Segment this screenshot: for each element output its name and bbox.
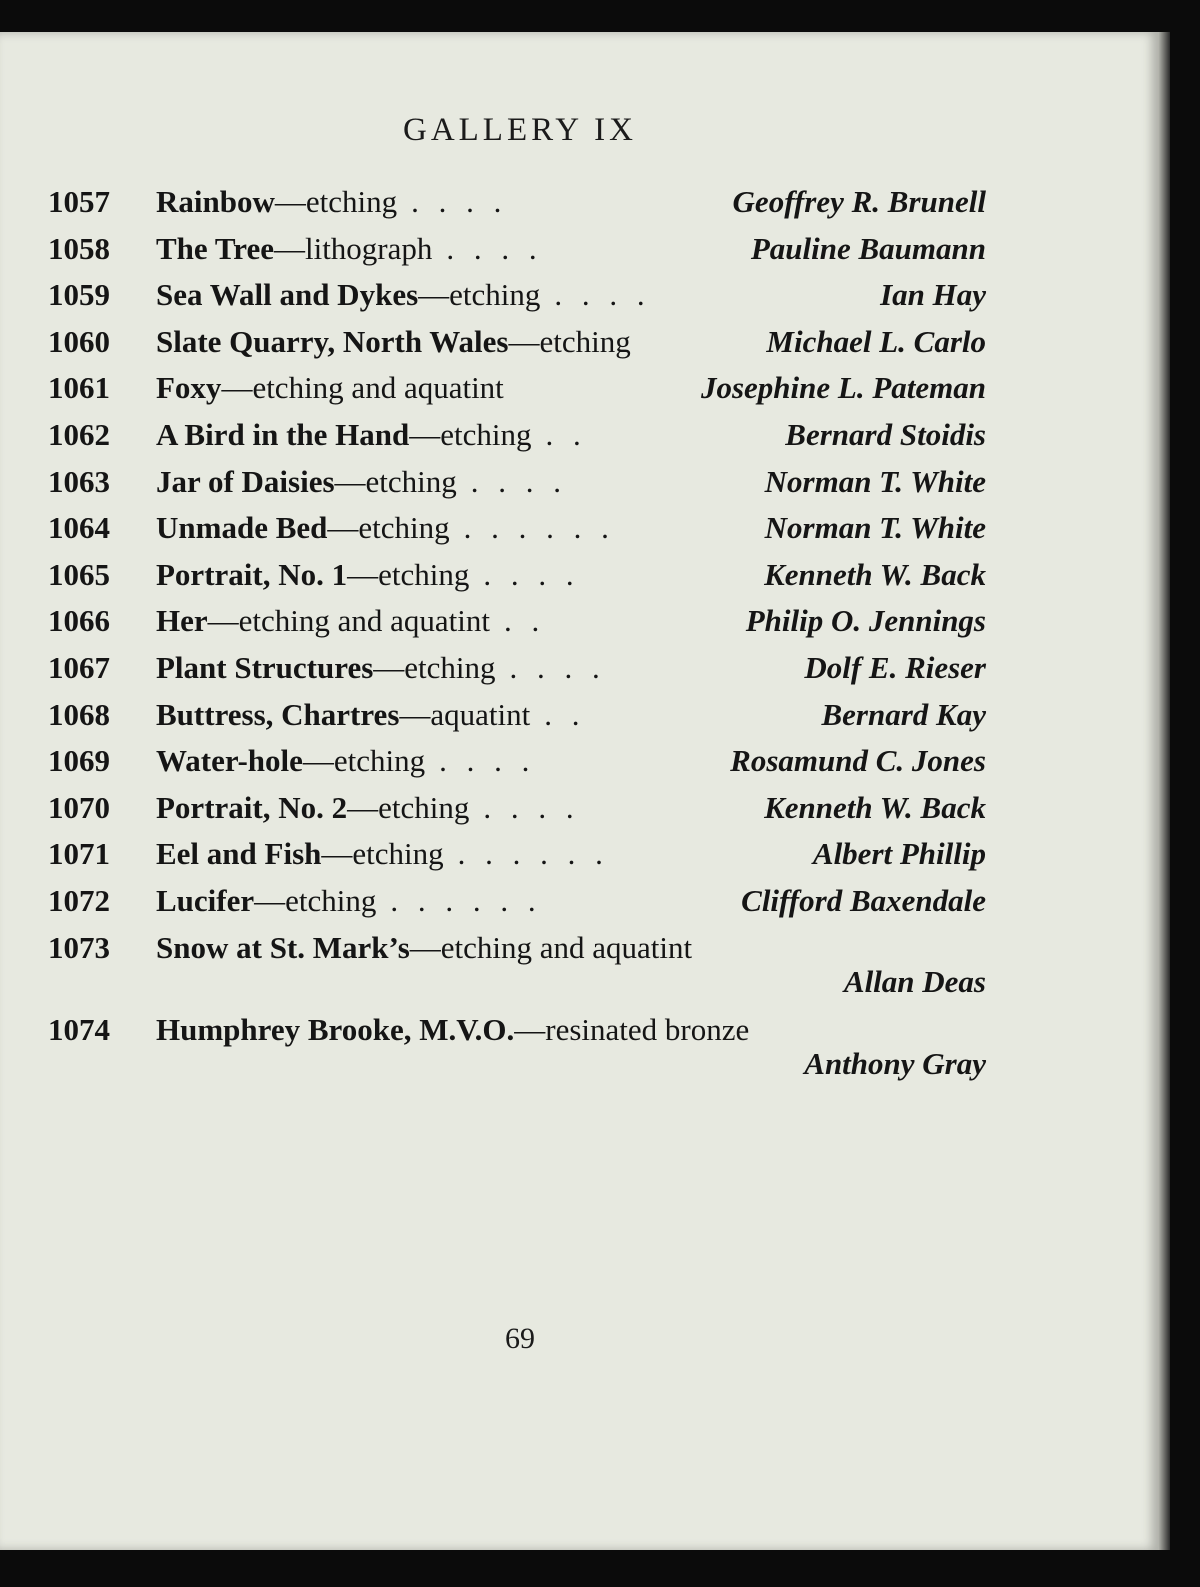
work-medium: —etching and aquatint [409,930,693,965]
entry-number: 1064 [48,510,110,546]
artist-name: Pauline Baumann [750,230,986,266]
entry-number: 1070 [48,789,110,825]
artist-name: Michael L. Carlo [766,323,986,359]
work-medium: —etching [302,743,426,779]
work-medium: —etching [327,510,450,546]
entry-title [156,464,567,500]
work-title: Eel and Fish [156,836,322,872]
entry-number: 1058 [48,230,110,266]
leader-dots: . . . . [411,184,508,219]
work-medium: —etching [373,650,496,685]
entry-title [156,697,586,733]
entry-number: 1068 [48,696,110,732]
entry-title [156,277,651,313]
page-number: 69 [505,1322,535,1355]
work-title: Sea Wall and Dykes [156,277,419,313]
artist-name: Anthony Gray [804,1046,986,1081]
entry-number: 1074 [48,1012,110,1047]
leader-dots: . . . . [470,463,568,499]
entry-title [156,650,606,686]
artist-name: Kenneth W. Back [764,556,986,592]
work-title: Lucifer [156,883,255,918]
work-title: Humphrey Brooke, M.V.O. [156,1012,515,1047]
work-medium: —etching [321,836,444,872]
leader-dots: . . . . [509,650,606,685]
artist-name: Norman T. White [764,463,986,499]
entry-number: 1057 [48,184,110,219]
entry-title [156,324,645,360]
entry-number: 1069 [48,743,110,779]
artist-name: Bernard Kay [821,696,986,732]
entry-number: 1066 [48,603,110,639]
work-medium: —etching [409,417,532,452]
entry-number: 1063 [48,463,110,499]
entry-title [156,184,507,220]
work-title: The Tree [156,230,274,266]
artist-name: Rosamund C. Jones [730,743,986,779]
work-title: Buttress, Chartres [156,696,400,732]
work-title: Slate Quarry, North Wales [156,323,509,359]
leader-dots: . . . . . . [390,883,542,918]
leader-dots: . . . . . . [457,836,609,872]
entry-title [156,930,692,966]
entry-number: 1062 [48,417,110,452]
entry-title [156,743,535,779]
work-title: Unmade Bed [156,510,328,546]
leader-dots: . . [545,417,587,452]
work-title: Her [156,603,208,639]
work-medium: —etching [418,277,541,313]
work-title: Plant Structures [156,650,374,685]
work-medium: —etching and aquatint [207,603,491,639]
work-title: A Bird in the Hand [156,417,410,452]
work-medium: —aquatint [399,696,531,732]
entry-title [156,836,609,872]
artist-name: Dolf E. Rieser [804,650,986,685]
artist-name: Ian Hay [880,277,986,313]
work-medium: —etching [347,556,470,592]
entry-number: 1072 [48,883,110,918]
work-medium: —resinated bronze [514,1012,750,1047]
artist-name: Albert Phillip [812,836,986,872]
leader-dots: . . . . [554,277,651,313]
work-title: Rainbow [156,184,275,219]
entry-title [156,370,518,406]
work-medium: —etching [274,184,398,219]
entry-number: 1059 [48,277,110,313]
work-title: Jar of Daisies [156,463,335,499]
artist-name: Allan Deas [843,964,986,999]
work-medium: —etching and aquatint [221,370,504,406]
artist-name: Kenneth W. Back [764,789,986,825]
artist-name: Geoffrey R. Brunell [732,184,986,219]
leader-dots: . . [544,696,586,732]
leader-dots: . . . . [483,789,580,825]
artist-name: Bernard Stoidis [785,417,986,452]
catalogue-entry [0,930,1158,1010]
work-title: Portrait, No. 2 [156,789,348,825]
work-title: Snow at St. Mark’s [156,930,410,965]
entry-number: 1060 [48,323,110,359]
work-title: Water-hole [156,743,303,779]
leader-dots: . . . . [446,230,543,266]
entry-number: 1067 [48,650,110,685]
artist-name: Clifford Baxendale [741,883,986,918]
leader-dots: . . . . [439,743,536,779]
artist-name: Philip O. Jennings [745,603,986,639]
artist-name: Norman T. White [764,510,986,546]
work-title: Foxy [156,370,222,406]
entry-number: 1071 [48,836,110,872]
page-edge [1158,32,1170,1550]
work-medium: —etching [254,883,377,918]
leader-dots: . . . . [483,556,580,592]
work-medium: —lithograph [273,230,433,266]
entry-number: 1061 [48,370,110,406]
artist-name: Josephine L. Pateman [700,370,986,406]
leader-dots: . . . . . . [463,510,615,546]
entry-title [156,1012,749,1048]
catalogue-entry [0,1012,1158,1092]
leader-dots: . . [504,603,546,639]
entry-number: 1073 [48,930,110,965]
entry-title [156,231,543,267]
entry-title [156,603,545,639]
entry-number: 1065 [48,556,110,592]
entry-title [156,417,587,453]
work-medium: —etching [334,463,457,499]
work-medium: —etching [508,323,631,359]
entry-title [156,883,542,919]
work-title: Portrait, No. 1 [156,556,348,592]
entry-title [156,790,580,826]
entry-title [156,510,615,546]
entry-title [156,557,580,593]
work-medium: —etching [347,789,470,825]
page-heading: GALLERY IX [402,112,637,148]
